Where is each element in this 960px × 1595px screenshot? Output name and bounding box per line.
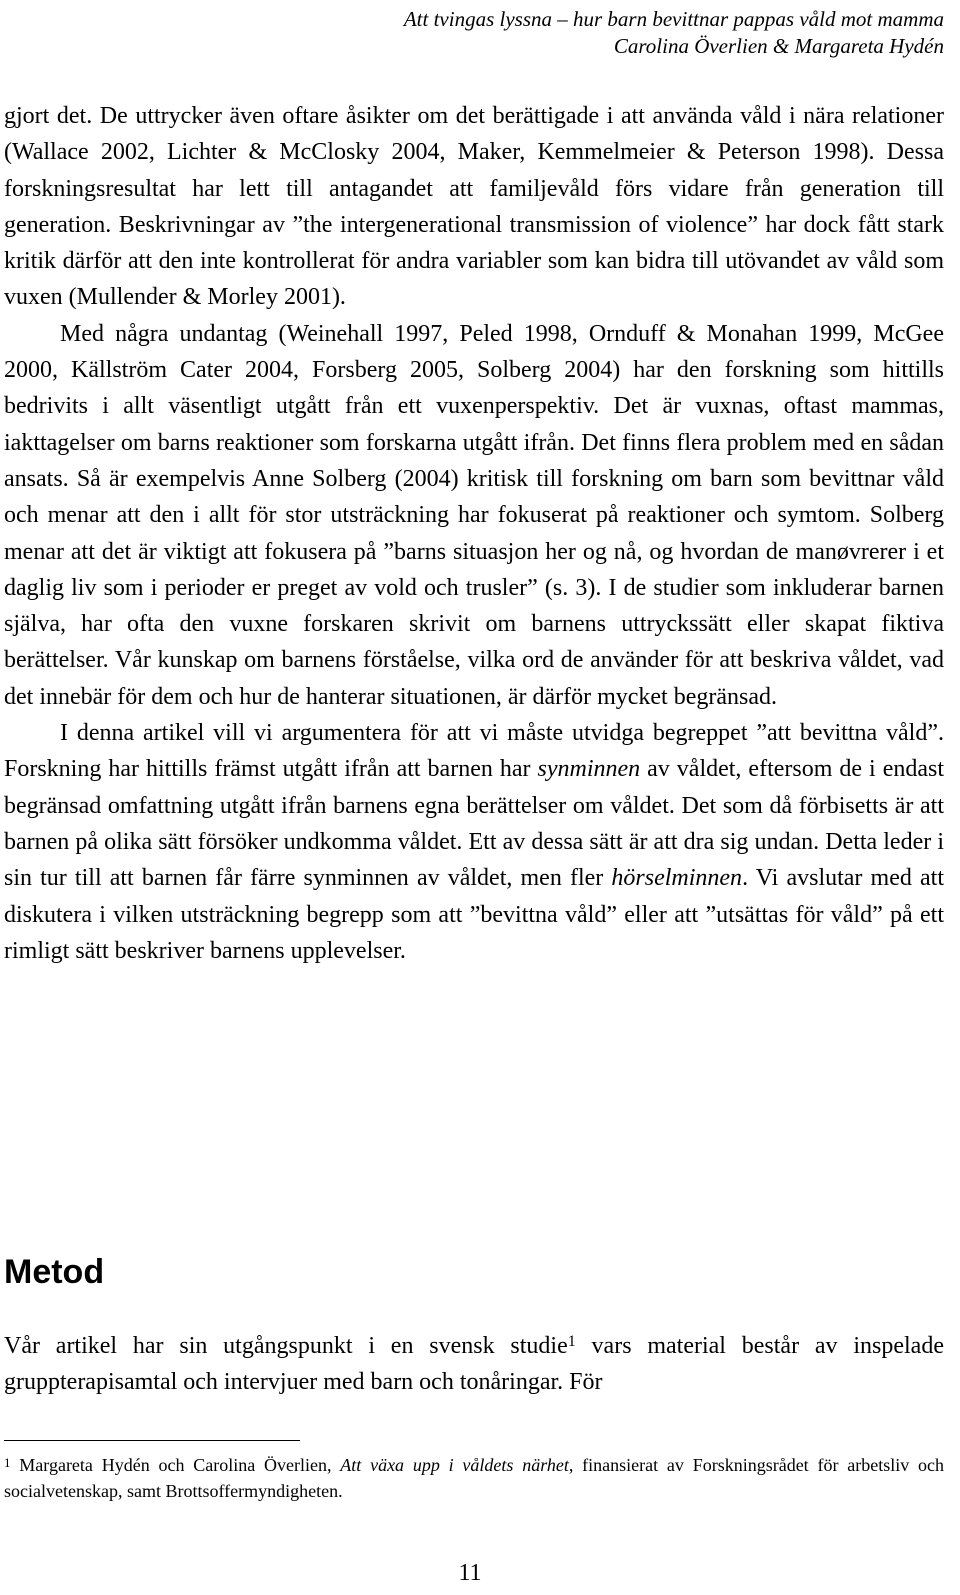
footnote-text-b: , finansierat av Forskningsrådet för arbetsliv och socialvetenskap, samt Brottsoffermyndigheten. [4, 1455, 945, 1501]
section-text-part-a: Vår artikel har sin utgångspunkt i en svensk studie [4, 1333, 568, 1359]
emphasis-horselminnen: hörselminnen [611, 865, 743, 892]
footnote-number: 1 [4, 1455, 11, 1470]
page-number: 11 [458, 1560, 482, 1586]
section-paragraph [4, 1328, 944, 1401]
footnote-divider [4, 1440, 300, 1441]
body-text [4, 98, 944, 969]
paragraph-3-part-b: av våldet, eftersom de i endast begränsad omfattning utgått ifrån barnens egna berättelser om våldet. Det som då förbisetts är att barnen på olika sätt försöker undkomma våldet. Ett av dessa sätt är att dra sig undan. Detta leder i sin tur till att barnen får färre synminnen av våldet, men fler [4, 756, 945, 892]
footnote-reference[interactable]: 1 [567, 1333, 576, 1350]
footnote-title: Att växa upp i våldets närhet [340, 1455, 569, 1475]
footnote [4, 1452, 944, 1504]
section-text-part-b: vars material består av inspelade gruppterapisamtal och intervjuer med barn och tonåringar. För [4, 1333, 944, 1396]
footnote-text-a: Margareta Hydén och Carolina Överlien, [10, 1455, 341, 1475]
paragraph-3-part-a: I denna artikel vill vi argumentera för att vi måste utvidga begreppet ”att bevittna våld”. Forskning har hittills främst utgått ifrån att barnen har [4, 720, 944, 783]
paragraph-3-part-c: . Vi avslutar med att diskutera i vilken utsträckning begrepp som att ”bevittna våld” eller att ”utsättas för våld” på ett rimligt sätt beskriver barnens upplevelser. [4, 865, 945, 964]
paragraph-1: gjort det. De uttrycker även oftare åsikter om det berättigade i att använda våld i nära relationer (Wallace 2002, Lichter & McClosky 2004, Maker, Kemmelmeier & Peterson 1998). Dessa forskningsresultat har lett till antagandet att familjevåld förs vidare från generation till generation. Beskrivningar av ”the intergenerational transmission of violence” har dock fått stark kritik därför att den inte kontrollerat för andra variabler som kan bidra till utövandet av våld som vuxen (Mullender & Morley 2001). [4, 103, 944, 311]
paragraph-2: Med några undantag (Weinehall 1997, Peled 1998, Ornduff & Monahan 1999, McGee 2000, Källström Cater 2004, Forsberg 2005, Solberg 2004) har den forskning som hittills bedrivits i allt väsentligt utgått från ett vuxenperspektiv. Det är vuxnas, oftast mammas, iakttagelser om barns reaktioner som forskarna utgått ifrån. Det finns flera problem med en sådan ansats. Så är exempelvis Anne Solberg (2004) kritisk till forskning om barn som bevittnar våld och menar att den i allt för stor utsträckning har fokuserat på reaktioner och symtom. Solberg menar att det är viktigt att fokusera på ”barns situasjon her og nå, og hvordan de manøvrerer i et daglig liv som i perioder er preget av vold och trusler” (s. 3). I de studier som inkluderar barnen själva, har ofta den vuxne forskaren skrivit om barnens uttryckssätt eller skapat fiktiva berättelser. Vår kunskap om barnens förståelse, vilka ord de använder för att beskriva våldet, vad det innebär för dem och hur de hanterar situationen, är därför mycket begränsad. [4, 320, 944, 710]
paragraph-3 [4, 715, 944, 969]
section-heading: Metod [4, 1253, 105, 1291]
emphasis-synminnen: synminnen [537, 756, 641, 783]
section-text [4, 1328, 944, 1401]
running-header-authors: Carolina Överlien & Margareta Hydén [613, 34, 944, 58]
running-header-title: Att tvingas lyssna – hur barn bevittnar pappas våld mot mamma [403, 7, 944, 31]
running-header [404, 6, 944, 60]
